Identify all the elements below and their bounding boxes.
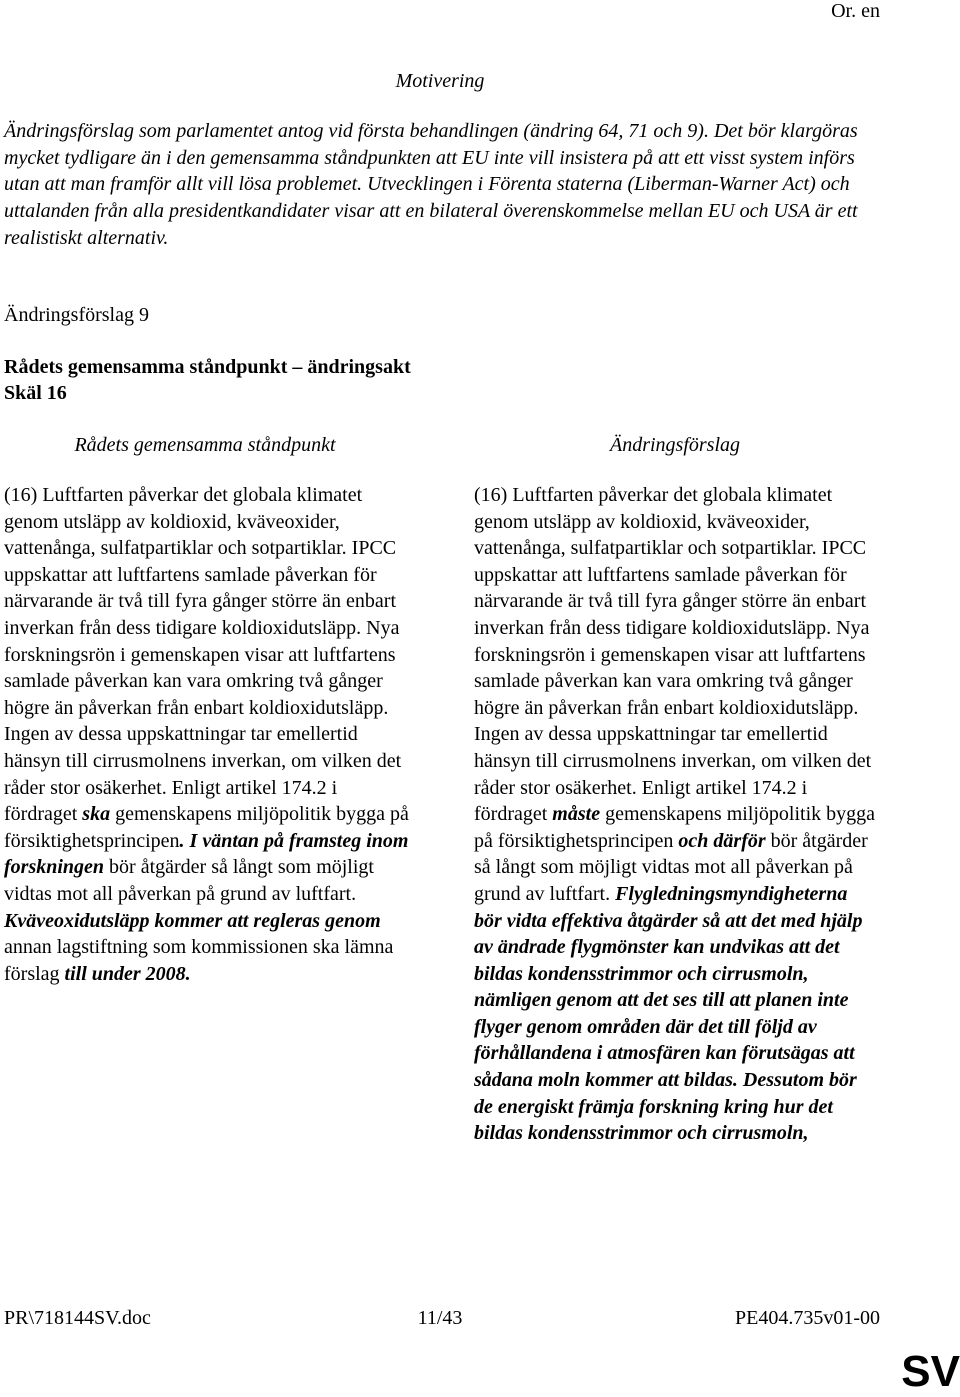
text-segment: gemenskapens miljöpolitik bygga på försiktighetsprincipen: [4, 803, 409, 852]
amendment-column-heading: Ändringsförslag: [609, 434, 741, 456]
changed-text: till under 2008.: [64, 962, 191, 985]
motivering-heading: Motivering: [395, 70, 485, 92]
text-segment: bör åtgärder så långt som möjligt vidtas mot all påverkan på grund av luftfart.: [4, 856, 374, 905]
document-reference: PR\718144SV.doc: [4, 1307, 151, 1329]
text-segment: annan lagstiftning som kommissionen ska lämna förslag: [4, 936, 394, 985]
pe-reference: PE404.735v01-00: [735, 1307, 880, 1329]
text-segment: gemenskapens miljöpolitik bygga på försiktighetsprincipen: [474, 803, 876, 852]
text-segment: (16) Luftfarten påverkar det globala klimatet genom utsläpp av koldioxid, kväveoxider, vattenånga, sulfatpartiklar och sotpartiklar. IPCC uppskattar att luftfartens samlade påverkan för närvarande är två till fyra gånger större än enbart inverkan från dess tidigare koldioxidutsläpp. Nya forskningsrön i gemenskapen visar att luftfartens samlade påverkan kan vara omkring två gånger högre än påverkan från enbart koldioxidutsläpp. Ingen av dessa uppskattningar tar emellertid hänsyn till cirrusmolnens inverkan, om vilken det råder stor osäkerhet. Enligt artikel 174.2 i fördraget: [474, 484, 872, 826]
changed-text: . I väntan på framsteg inom forskningen: [4, 829, 409, 879]
original-language-note: Or. en: [831, 0, 880, 22]
language-code: SV: [901, 1347, 960, 1396]
page-number: 11/43: [417, 1307, 463, 1329]
changed-text: måste: [552, 803, 601, 826]
amendment-text: [474, 482, 879, 1147]
act-title: Rådets gemensamma ståndpunkt – ändringsakt: [4, 356, 411, 378]
council-position-text: [4, 482, 409, 987]
text-segment: bör åtgärder så långt som möjligt vidtas mot all påverkan på grund av luftfart.: [474, 829, 868, 905]
council-position-heading: Rådets gemensamma ståndpunkt: [74, 434, 336, 456]
text-segment: (16) Luftfarten påverkar det globala klimatet genom utsläpp av koldioxid, kväveoxider, vattenånga, sulfatpartiklar och sotpartiklar. IPCC uppskattar att luftfartens samlade påverkan för närvarande är två till fyra gånger större än enbart inverkan från dess tidigare koldioxidutsläpp. Nya forskningsrön i gemenskapen visar att luftfartens samlade påverkan kan vara omkring två gånger högre än påverkan från enbart koldioxidutsläpp. Ingen av dessa uppskattningar tar emellertid hänsyn till cirrusmolnens inverkan, om vilken det råder stor osäkerhet. Enligt artikel 174.2 i fördraget: [4, 484, 402, 826]
changed-text: Flygledningsmyndigheterna bör vidta effektiva åtgärder så att det med hjälp av ändrade flygmönster kan undvikas att det bildas kondensstrimmor och cirrusmoln, nämligen genom att det ses till att planen inte flyger genom områden där det till följd av förhållandena i atmosfären kan förutsägas att sådana moln kommer att bildas. Dessutom bör de energiskt främja forskning kring hur det bildas kondensstrimmor och cirrusmoln,: [474, 882, 863, 1145]
motivering-text: Ändringsförslag som parlamentet antog vid första behandlingen (ändring 64, 71 och 9). Det bör klargöras mycket tydligare än i den gemensamma ståndpunkten att EU inte vill insistera på att ett visst system införs utan att man framför allt vill lösa problemet. Utvecklingen i Förenta staterna (Liberman-Warner Act) och uttalanden från alla presidentkandidater visar att en bilateral överenskommelse mellan EU och USA är ett realistiskt alternativ.: [4, 120, 858, 249]
amendment-heading: Ändringsförslag 9: [4, 304, 149, 326]
changed-text: Kväveoxidutsläpp kommer att regleras genom: [4, 909, 381, 932]
changed-text: ska: [82, 803, 111, 826]
recital-label: Skäl 16: [4, 382, 67, 404]
changed-text: och därför: [678, 829, 766, 852]
